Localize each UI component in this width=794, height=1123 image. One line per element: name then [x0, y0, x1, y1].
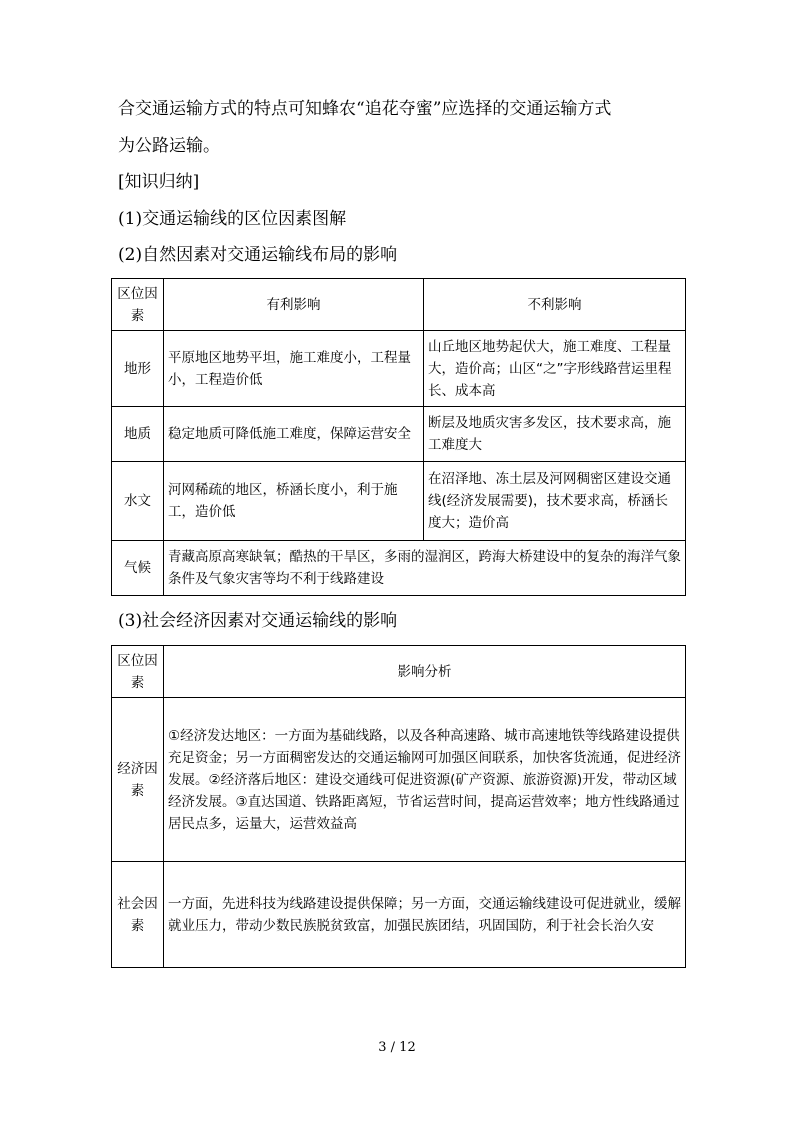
table-row — [112, 541, 686, 596]
analysis-cell: 一方面，先进科技为线路建设提供保障；另一方面，交通运输线建设可促进就业，缓解就业压力，带动少数民族脱贫致富，加强民族团结，巩固国防，利于社会长治久安 — [164, 862, 686, 968]
section-3-heading: (3)社会经济因素对交通运输线的影响 — [118, 611, 398, 631]
header-factor: 区位因素 — [112, 646, 164, 698]
analysis-cell: ①经济发达地区：一方面为基础线路，以及各种高速路、城市高速地铁等线路建设提供充足资金；另一方面稠密发达的交通运输网可加强区间联系，加快客货流通，促进经济发展。②经济落后地区：建设交通线可促进资源(矿产资源、旅游资源)开发，带动区域经济发展。③直达国道、铁路距离短，节省运营时间，提高运营效率；地方性线路通过居民点多，运量大，运营效益高 — [164, 698, 686, 862]
positive-cell: 河网稀疏的地区，桥涵长度小，利于施工，造价低 — [164, 462, 424, 541]
row-factor: 气候 — [112, 541, 164, 596]
row-factor: 经济因素 — [112, 698, 164, 862]
socioeconomic-factors-table — [111, 645, 686, 968]
row-factor: 地质 — [112, 407, 164, 462]
table-row — [112, 862, 686, 968]
negative-cell: 山丘地区地势起伏大，施工难度、工程量大，造价高；山区“之”字形线路营运里程长、成本高 — [424, 331, 686, 407]
table-row — [112, 462, 686, 541]
section-2-heading: (2)自然因素对交通运输线布局的影响 — [118, 245, 398, 265]
merged-cell: 青藏高原高寒缺氧；酷热的干旱区，多雨的湿润区，跨海大桥建设中的复杂的海洋气象条件及气象灾害等均不利于线路建设 — [164, 541, 686, 596]
page-number: 3 / 12 — [378, 1040, 416, 1055]
header-factor: 区位因素 — [112, 279, 164, 331]
table-row — [112, 407, 686, 462]
knowledge-summary-heading: [知识归纳] — [118, 172, 200, 192]
row-factor: 社会因素 — [112, 862, 164, 968]
negative-cell: 断层及地质灾害多发区，技术要求高，施工难度大 — [424, 407, 686, 462]
row-factor: 水文 — [112, 462, 164, 541]
header-analysis: 影响分析 — [164, 646, 686, 698]
table-row — [112, 331, 686, 407]
table-header-row — [112, 279, 686, 331]
positive-cell: 稳定地质可降低施工难度，保障运营安全 — [164, 407, 424, 462]
paragraph-2: 为公路运输。 — [118, 136, 220, 156]
paragraph-1: 合交通运输方式的特点可知蜂农“追花夺蜜”应选择的交通运输方式 — [118, 99, 612, 119]
table-header-row — [112, 646, 686, 698]
positive-cell: 平原地区地势平坦，施工难度小，工程量小，工程造价低 — [164, 331, 424, 407]
natural-factors-table — [111, 278, 686, 596]
negative-cell: 在沼泽地、冻土层及河网稠密区建设交通线(经济发展需要)，技术要求高，桥涵长度大；造价高 — [424, 462, 686, 541]
header-negative: 不利影响 — [424, 279, 686, 331]
row-factor: 地形 — [112, 331, 164, 407]
section-1-heading: (1)交通运输线的区位因素图解 — [118, 209, 347, 229]
table-row — [112, 698, 686, 862]
header-positive: 有利影响 — [164, 279, 424, 331]
